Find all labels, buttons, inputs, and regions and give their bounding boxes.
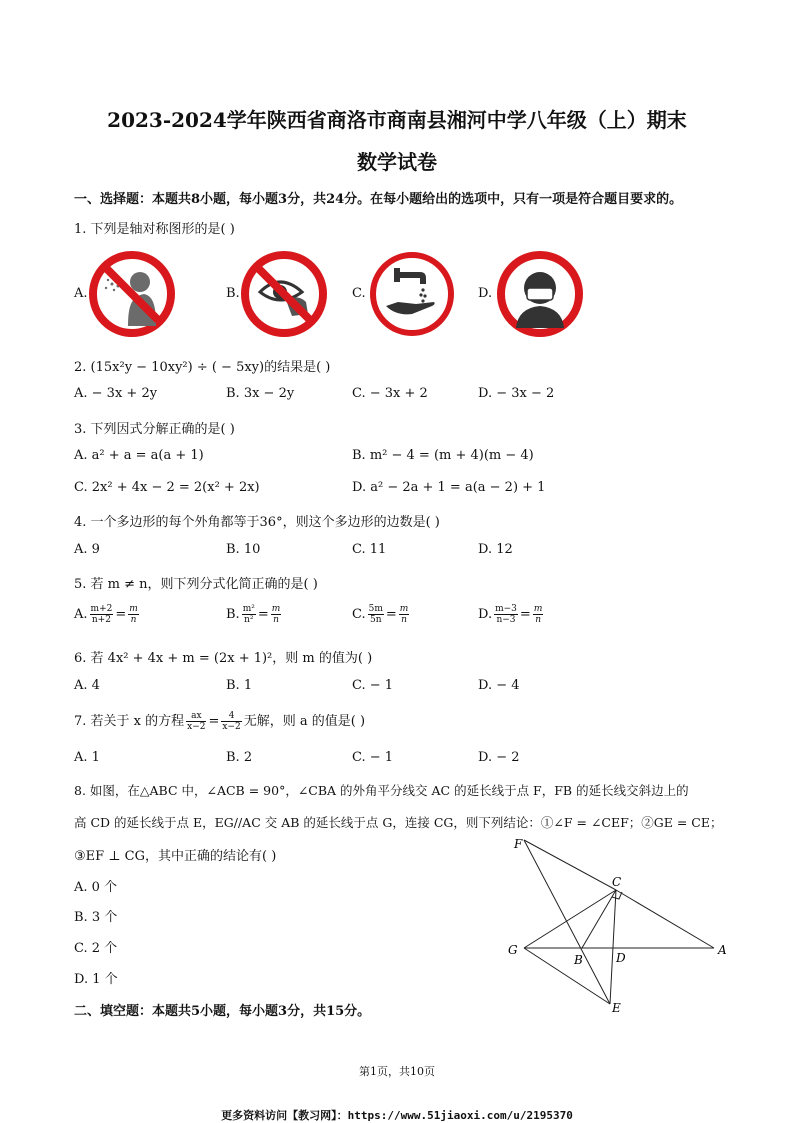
q5-option-c-fraction	[368, 604, 384, 625]
question-8-line-2: 高 CD 的延长线于点 E，EG//AC 交 AB 的延长线于点 G，连接 CG，则下列结论：①∠F = ∠CEF；②GE = CE；	[74, 815, 723, 830]
q7-fraction-left	[186, 711, 206, 732]
line-GC	[524, 890, 616, 948]
line-CE	[610, 890, 616, 1004]
fraction-numerator: m	[271, 604, 281, 614]
no-touching-eyes-sign-icon	[240, 250, 328, 338]
no-spitting-sign-icon	[88, 250, 176, 338]
q8-option-b: B. 3 个	[74, 910, 118, 925]
section-2-heading: 二、填空题：本题共5小题，每小题3分，共15分。	[74, 1004, 371, 1019]
question-1-stem: 1. 下列是轴对称图形的是( )	[74, 222, 235, 237]
q1-option-a-label: A.	[74, 286, 88, 301]
resource-link[interactable]: 更多资料访问【教习网】：https://www.51jiaoxi.com/u/2195370	[221, 1109, 573, 1122]
q5-option-b: B. $\frac{\text{m²}}{\text{n²}}$ = $\frac{m}{n}$	[226, 604, 281, 625]
q2-option-d: D. − 3x − 2	[478, 386, 555, 401]
point-label-C: C	[612, 875, 622, 889]
fraction-denominator: n+2	[91, 615, 111, 625]
fraction-denominator: x−2	[187, 722, 206, 732]
point-label-A: A	[718, 943, 727, 957]
page-title: 2023-2024学年陕西省商洛市商南县湘河中学八年级（上）期末	[107, 108, 687, 132]
q2-option-c: C. − 3x + 2	[352, 386, 428, 401]
q7-option-a: A. 1	[74, 750, 100, 765]
q7-option-c: C. − 1	[352, 750, 394, 765]
q1-option-b-label: B.	[226, 286, 240, 301]
line-GE	[524, 948, 610, 1004]
q3-option-a: A. a² + a = a(a + 1)	[74, 448, 204, 463]
q7-stem-start: 7. 若关于 x 的方程	[74, 714, 185, 729]
point-label-D: D	[616, 951, 626, 965]
fraction-denominator: n	[130, 615, 137, 625]
geometry-figure	[500, 832, 740, 1018]
q5-option-a: A. $\frac{m+2}{n+2}$ = $\frac{m}{n}$	[74, 604, 138, 625]
question-7-stem	[74, 710, 365, 732]
q5-option-a-rhs	[128, 604, 139, 625]
question-2-stem: 2. (15x²y − 10xy²) ÷ ( − 5xy)的结果是( )	[74, 360, 331, 375]
fraction-numerator: m	[533, 604, 543, 614]
fraction-numerator: m+2	[90, 604, 113, 614]
q5-option-a-fraction	[90, 604, 114, 625]
q5-option-c: C. $\frac{5m}{5n}$ = $\frac{m}{n}$	[352, 604, 409, 625]
q6-option-c: C. − 1	[352, 678, 394, 693]
q7-stem-end: 无解，则 a 的值是( )	[243, 714, 366, 729]
q5-option-b-label: B.	[226, 607, 240, 622]
q5-option-d-fraction	[494, 604, 518, 625]
wear-mask-sign-icon	[496, 250, 584, 338]
q6-option-b: B. 1	[226, 678, 253, 693]
fraction-denominator: n−3	[496, 615, 516, 625]
fraction-numerator: m²	[242, 604, 255, 614]
q5-option-a-label: A.	[74, 607, 88, 622]
q4-option-a: A. 9	[74, 542, 100, 557]
q5-option-d-rhs	[533, 604, 544, 625]
q6-option-d: D. − 4	[478, 678, 520, 693]
fraction-numerator: m	[129, 604, 138, 614]
section-1-heading: 一、选择题：本题共8小题，每小题3分，共24分。在每小题给出的选项中，只有一项是符合题目要求的。	[74, 192, 683, 207]
q6-option-a: A. 4	[74, 678, 100, 693]
fraction-denominator: 5n	[369, 615, 382, 625]
fraction-denominator: n	[535, 615, 541, 625]
q7-fraction-right	[221, 711, 241, 732]
q8-option-a: A. 0 个	[74, 880, 118, 895]
q2-option-b: B. 3x − 2y	[226, 386, 295, 401]
q7-option-d: D. − 2	[478, 750, 520, 765]
q4-option-b: B. 10	[226, 542, 261, 557]
q5-option-d-label: D.	[478, 607, 493, 622]
q4-option-c: C. 11	[352, 542, 387, 557]
point-label-F: F	[514, 837, 523, 851]
q1-option-c-label: C.	[352, 286, 366, 301]
q7-option-b: B. 2	[226, 750, 253, 765]
q5-option-c-rhs	[399, 604, 410, 625]
q5-option-c-label: C.	[352, 607, 366, 622]
line-CA	[616, 890, 714, 948]
page-number: 第1页，共10页	[359, 1065, 435, 1078]
fraction-numerator: m−3	[495, 604, 517, 614]
q1-option-d-label: D.	[478, 286, 493, 301]
question-5-stem: 5. 若 m ≠ n，则下列分式化简正确的是( )	[74, 577, 318, 592]
point-label-B: B	[574, 953, 583, 967]
line-BC	[582, 890, 616, 948]
q3-option-c: C. 2x² + 4x − 2 = 2(x² + 2x)	[74, 480, 260, 495]
q4-option-d: D. 12	[478, 542, 513, 557]
wash-hands-sign-icon	[368, 250, 456, 338]
fraction-denominator: x−2	[222, 722, 241, 732]
fraction-numerator: 4	[221, 711, 241, 722]
q3-option-d: D. a² − 2a + 1 = a(a − 2) + 1	[352, 480, 546, 495]
question-3-stem: 3. 下列因式分解正确的是( )	[74, 422, 235, 437]
q7-equals: =	[208, 714, 220, 729]
question-8-line-3: ③EF ⊥ CG，其中正确的结论有( )	[74, 849, 277, 864]
q8-option-c: C. 2 个	[74, 941, 118, 956]
question-6-stem: 6. 若 4x² + 4x + m = (2x + 1)²，则 m 的值为( )	[74, 651, 373, 666]
fraction-numerator: ax	[186, 711, 206, 722]
line-FC	[524, 840, 616, 890]
point-label-E: E	[612, 1001, 621, 1015]
q3-option-b: B. m² − 4 = (m + 4)(m − 4)	[352, 448, 534, 463]
question-4-stem: 4. 一个多边形的每个外角都等于36°，则这个多边形的边数是( )	[74, 515, 440, 530]
fraction-numerator: 5m	[368, 604, 383, 614]
fraction-denominator: n²	[244, 615, 254, 625]
q5-option-d: D. $\frac{m-3}{n-3}$ = $\frac{m}{n}$	[478, 604, 543, 625]
fraction-denominator: n	[401, 615, 407, 625]
q2-option-a: A. − 3x + 2y	[74, 386, 158, 401]
page-subtitle: 数学试卷	[357, 150, 437, 174]
fraction-numerator: m	[399, 604, 409, 614]
fraction-denominator: n	[273, 615, 279, 625]
q8-option-d: D. 1 个	[74, 972, 118, 987]
q5-option-b-fraction	[242, 604, 256, 625]
point-label-G: G	[508, 943, 518, 957]
q5-option-b-rhs	[271, 604, 282, 625]
question-8-line-1: 8. 如图，在△ABC 中，∠ACB = 90°，∠CBA 的外角平分线交 AC 的延长线于点 F，FB 的延长线交斜边上的	[74, 783, 689, 798]
